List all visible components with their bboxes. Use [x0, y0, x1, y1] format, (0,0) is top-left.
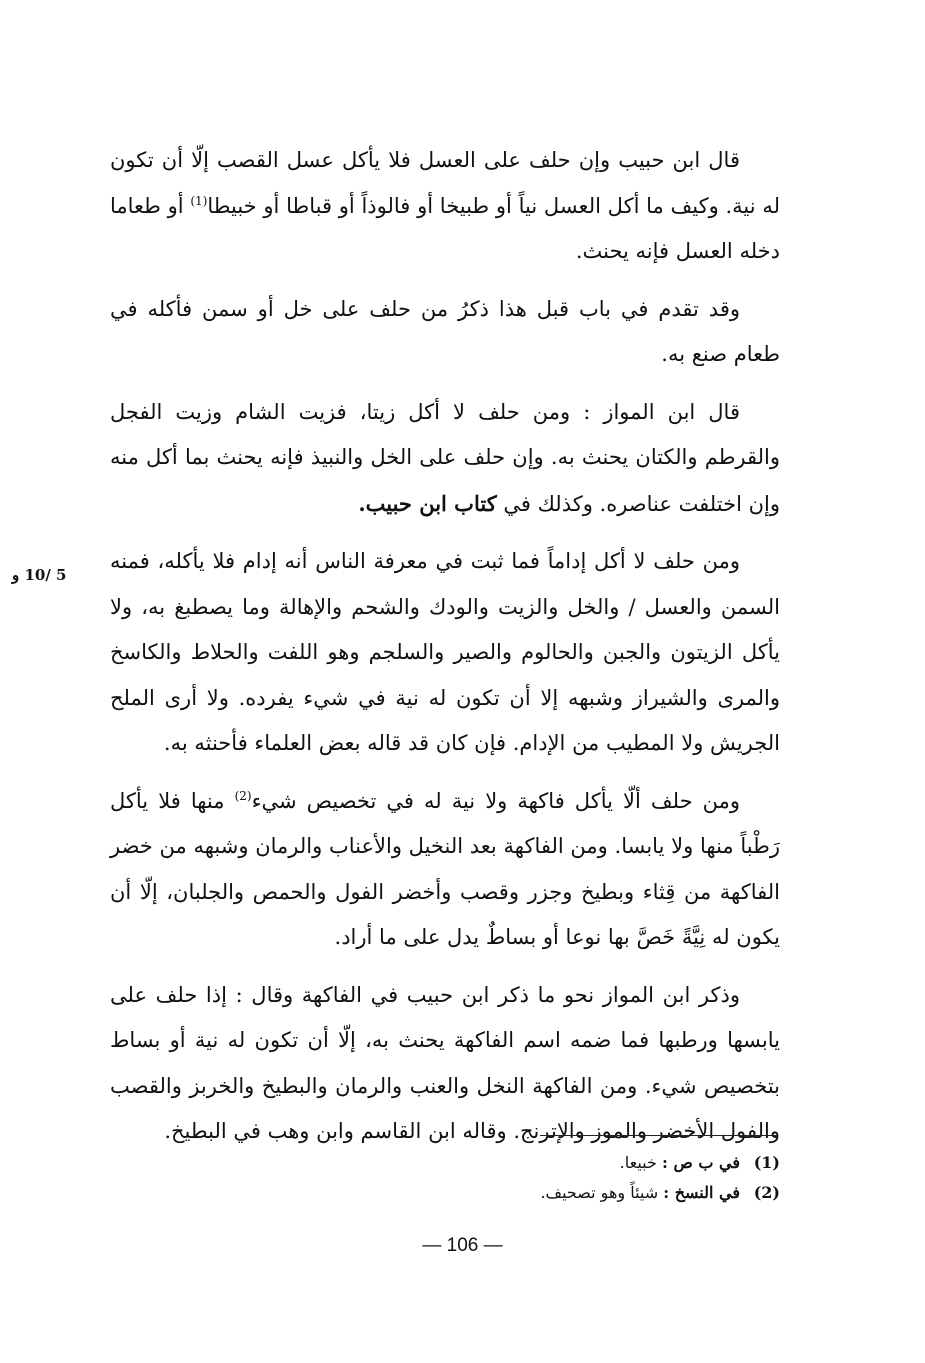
footnote-source: في النسخ :	[663, 1183, 740, 1202]
footnote-number: (2)	[753, 1183, 780, 1202]
main-text	[110, 138, 780, 1167]
footnote-text: خبيعا.	[619, 1153, 662, 1172]
paragraph-3: قال ابن المواز : ومن حلف لا أكل زيتا، فزيت الشام وزيت الفجل والقرطم والكتان يحنث به. وإن حلف على الخل والنبيذ فإنه يحنث بما أكل منه وإن اختلفت عناصره. وكذلك في كتاب ابن حبيب.	[110, 399, 780, 516]
footnotes	[400, 1148, 780, 1208]
page-number: — 106 —	[422, 1235, 503, 1256]
footnote-source: في ب ص :	[661, 1153, 740, 1172]
footnote-text: شيئاً وهو تصحيف.	[540, 1183, 664, 1202]
paragraph-5: ومن حلف ألّا يأكل فاكهة ولا نية له في تخصيص شيء$^{(2)}$ منها فلا يأكل رَطْباً منها ولا يابسا. ومن الفاكهة بعد النخيل والأعناب والرمان وشبهه من خضر الفاكهة من قِثاء وبطيخ وجزر وقصب وأخضر الفول والحمص والجلبان، إلّا أن يكون له نِيَّةً خَصَّ بها نوعا أو بساطٌ يدل على ما أراد.	[110, 788, 780, 949]
footnote-divider	[540, 1135, 778, 1136]
paragraph-4: ومن حلف لا أكل إداماً فما ثبت في معرفة الناس أنه إدام فلا يأكله، فمنه السمن والعسل / والخل والزيت والودك والشحم والإهالة وما يصطبغ به، ولا يأكل الزيتون والجبن والحالوم والصير والسلجم وهو اللفت والحلاط والكاسخ والمرى والشيراز وشبهه إلا أن تكون له نية في شيء يفرده. ولا أرى الملح الجريش ولا المطيب من الإدام. فإن كان قد قاله بعض العلماء فأحنثه به.	[110, 549, 780, 755]
footnote-number: (1)	[753, 1153, 780, 1172]
footnote-2	[400, 1178, 780, 1208]
paragraph-2: وقد تقدم في باب قبل هذا ذكرُ من حلف على خل أو سمن فأكله في طعام صنع به.	[110, 296, 780, 366]
manuscript-folio-note: 5 /10 و	[12, 566, 67, 584]
footnote-1	[400, 1148, 780, 1178]
paragraph-1: قال ابن حبيب وإن حلف على العسل فلا يأكل عسل القصب إلّا أن تكون له نية. وكيف ما أكل العسل نياً أو طبيخا أو فالوذاً أو قباطا أو خبيطا$^{(1)}$ أو طعاما دخله العسل فإنه يحنث.	[110, 148, 781, 263]
footnote-ref-2[interactable]: (2)	[234, 788, 252, 803]
paragraph-6: وذكر ابن المواز نحو ما ذكر ابن حبيب في الفاكهة وقال : إذا حلف على يابسها ورطبها فما ضمه اسم الفاكهة يحنث به، إلّا أن تكون له نية أو بساط بتخصيص شيء. ومن الفاكهة النخل والعنب والرمان والبطيخ والخربز والقصب والفول الأخضر والموز والإترنج. وقاله ابن القاسم وابن وهب في البطيخ.	[110, 982, 780, 1143]
book-title: كتاب ابن حبيب.	[358, 490, 497, 516]
footnote-ref-1[interactable]: (1)	[190, 193, 208, 208]
